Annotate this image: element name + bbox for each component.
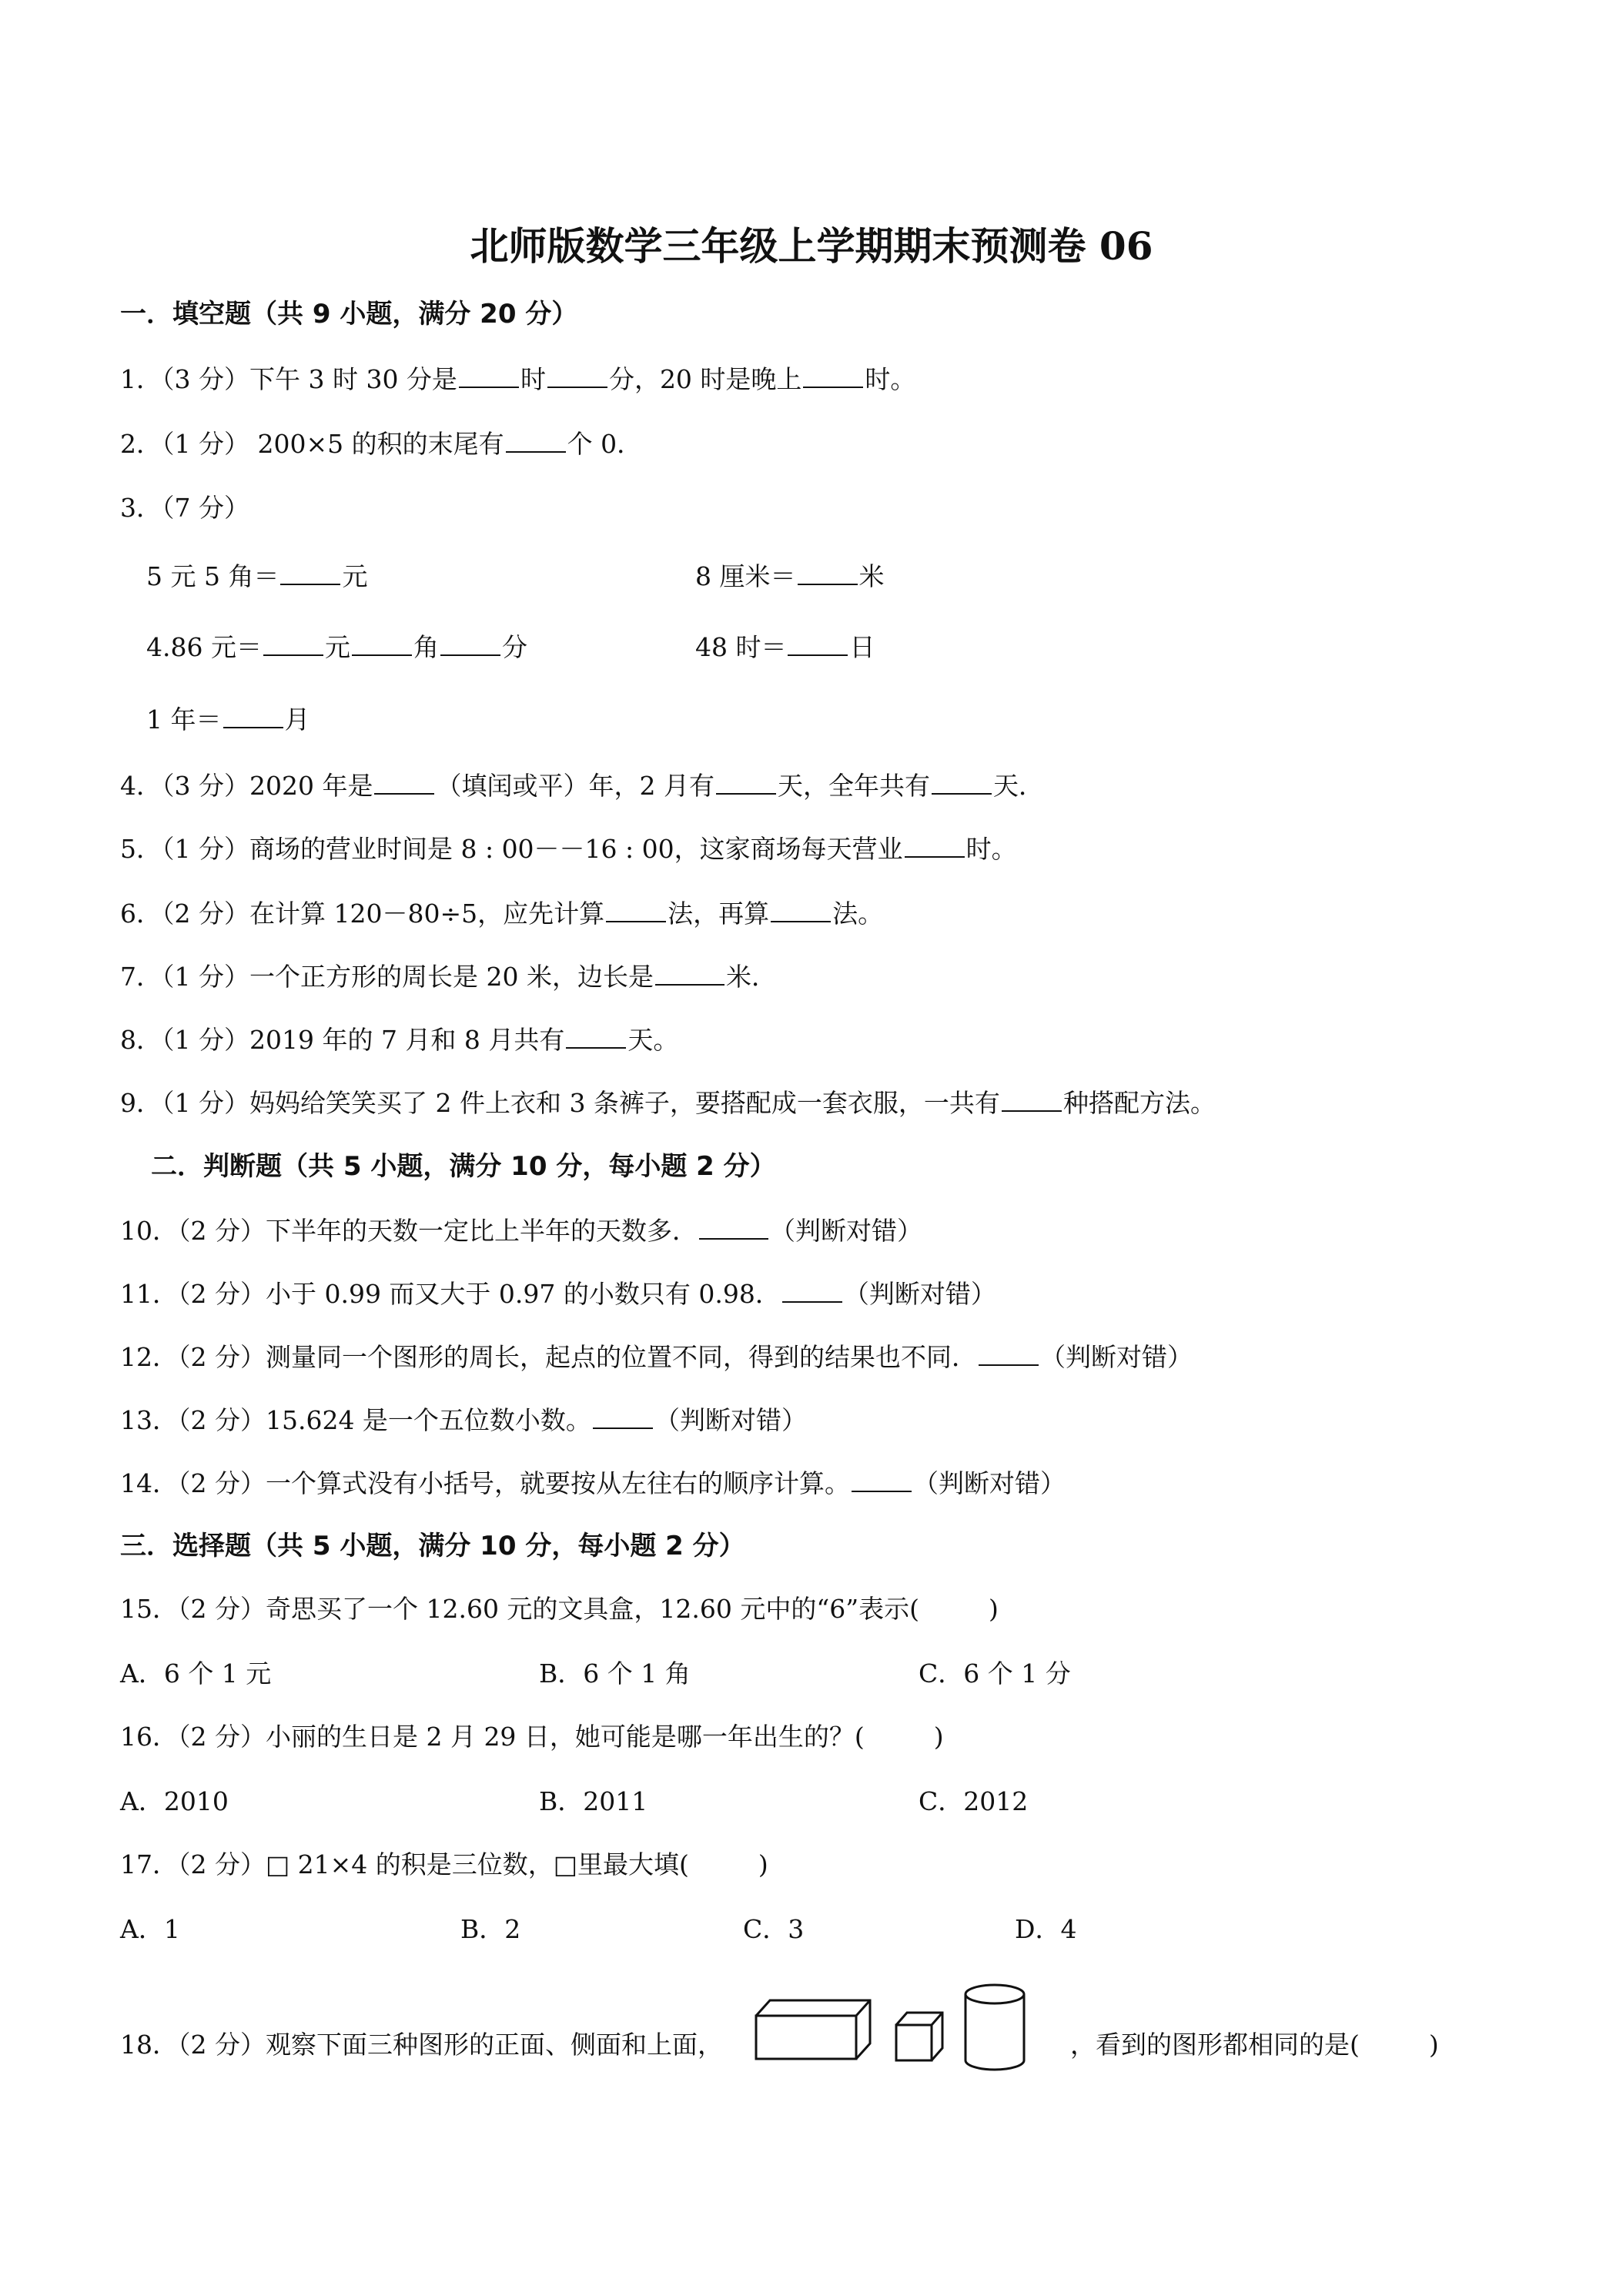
option-a[interactable]: A．2010 [120,1786,229,1816]
question-17: 17．（2 分）□ 21×4 的积是三位数，□里最大填( ) [120,1849,768,1879]
question-18-text: 18．（2 分）观察下面三种图形的正面、侧面和上面， [120,2030,723,2060]
answer-blank[interactable] [803,363,863,388]
answer-blank[interactable] [459,363,519,388]
question-18-tail: ，看到的图形都相同的是( ) [1070,2030,1439,2060]
question-1: 1．（3 分）下午 3 时 30 分是 时 分，20 时是晚上 时。 [120,364,916,394]
question-3-row2-right: 48 时＝ 日 [695,632,875,662]
answer-blank[interactable] [905,833,965,858]
question-13: 13．（2 分）15.624 是一个五位数小数。 （判断对错） [120,1405,807,1435]
answer-blank[interactable] [352,631,412,656]
page-title: 北师版数学三年级上学期期末预测卷 06 [470,223,1153,269]
answer-blank[interactable] [716,770,776,795]
question-5: 5．（1 分）商场的营业时间是 8 : 00－－16 : 00，这家商场每天营业 时。 [120,834,1017,864]
section-true-false: 二．判断题（共 5 小题，满分 10 分，每小题 2 分） [151,1151,776,1182]
answer-blank[interactable] [506,428,566,453]
option-c[interactable]: C．3 [743,1914,805,1944]
option-c[interactable]: C．6 个 1 分 [919,1658,1071,1689]
section-fill-in: 一．填空题（共 9 小题，满分 20 分） [120,299,578,330]
option-a[interactable]: A．1 [120,1914,180,1944]
three-solids-figure [753,1977,1076,2077]
question-7: 7．（1 分）一个正方形的周长是 20 米，边长是 米． [120,962,777,992]
answer-blank[interactable] [699,1215,768,1240]
option-b[interactable]: B．2011 [539,1786,648,1816]
question-16: 16．（2 分）小丽的生日是 2 月 29 日，她可能是哪一年出生的？( ) [120,1722,944,1752]
cuboid-icon [756,2000,870,2059]
question-15: 15．（2 分）奇思买了一个 12.60 元的文具盒，12.60 元中的“6”表示( ) [120,1594,999,1624]
answer-blank[interactable] [798,561,858,585]
answer-blank[interactable] [593,1404,653,1429]
question-3-row1-right: 8 厘米＝ 米 [695,561,885,591]
answer-blank[interactable] [280,561,340,585]
question-4: 4．（3 分）2020 年是 （填闰或平）年，2 月有 天，全年共有 天． [120,771,1044,801]
question-6: 6．（2 分）在计算 120－80÷5，应先计算 法，再算 法。 [120,899,884,929]
option-c[interactable]: C．2012 [919,1786,1029,1816]
option-b[interactable]: B．6 个 1 角 [539,1658,691,1689]
answer-blank[interactable] [979,1341,1039,1366]
answer-blank[interactable] [374,770,434,795]
option-b[interactable]: B．2 [460,1914,521,1944]
cube-icon [896,2013,942,2060]
answer-blank[interactable] [566,1024,626,1049]
question-3: 3．（7 分） [120,493,249,523]
question-14: 14．（2 分）一个算式没有小括号，就要按从左往右的顺序计算。 （判断对错） [120,1468,1066,1498]
question-8: 8．（1 分）2019 年的 7 月和 8 月共有 天。 [120,1025,679,1055]
answer-blank[interactable] [782,1278,842,1303]
question-9: 9．（1 分）妈妈给笑笑买了 2 件上衣和 3 条裤子，要搭配成一套衣服，一共有 种搭配方法。 [120,1088,1216,1118]
option-a[interactable]: A．6 个 1 元 [120,1658,272,1689]
answer-blank[interactable] [440,631,500,656]
answer-blank[interactable] [547,363,607,388]
answer-blank[interactable] [932,770,992,795]
question-12: 12．（2 分）测量同一个图形的周长，起点的位置不同，得到的结果也不同． （判断对错） [120,1342,1193,1372]
answer-blank[interactable] [223,704,283,728]
question-3-row1-left: 5 元 5 角＝ 元 [146,561,368,591]
answer-blank[interactable] [771,898,831,922]
question-3-row3-left: 1 年＝ 月 [146,705,310,735]
answer-blank[interactable] [788,631,848,656]
question-10: 10．（2 分）下半年的天数一定比上半年的天数多． （判断对错） [120,1216,922,1246]
question-11: 11．（2 分）小于 0.99 而又大于 0.97 的小数只有 0.98． （判断对错） [120,1279,996,1309]
section-multiple-choice: 三．选择题（共 5 小题，满分 10 分，每小题 2 分） [120,1531,745,1561]
question-2: 2．（1 分） 200×5 的积的末尾有 个 0． [120,429,643,459]
answer-blank[interactable] [606,898,666,922]
answer-blank[interactable] [1002,1087,1062,1112]
answer-blank[interactable] [852,1468,912,1492]
question-3-row2-left: 4.86 元＝ 元 角 分 [146,632,527,662]
cylinder-icon [965,1985,1024,2070]
answer-blank[interactable] [655,961,724,986]
answer-blank[interactable] [263,631,323,656]
option-d[interactable]: D．4 [1015,1914,1077,1944]
